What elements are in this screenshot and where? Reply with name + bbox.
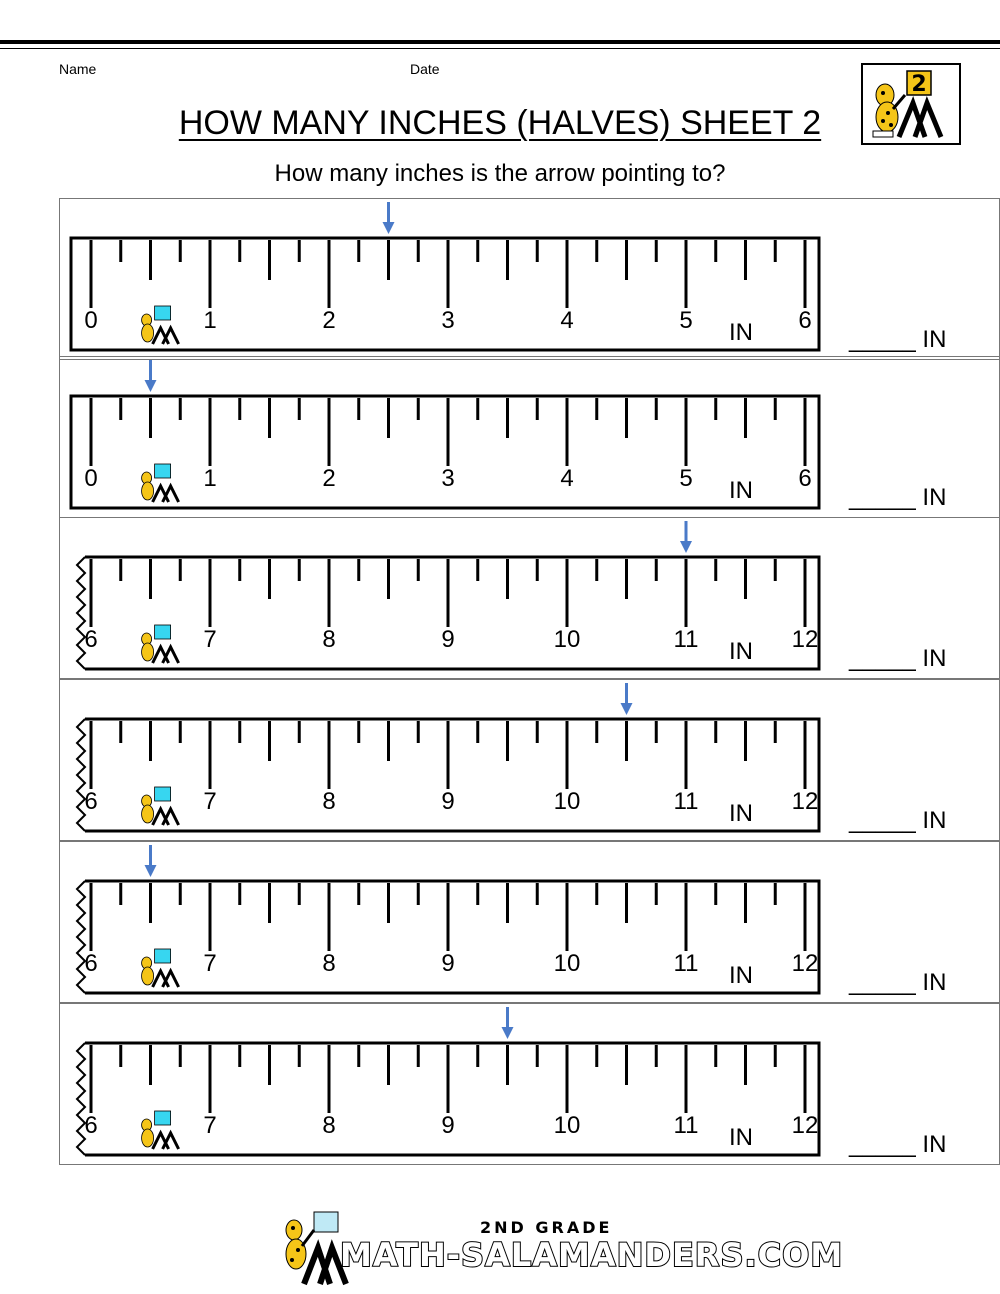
inch-label: 5 xyxy=(679,465,693,492)
inch-label: 6 xyxy=(84,626,98,653)
footer-site: MATH-SALAMANDERS.COM xyxy=(340,1236,844,1274)
inch-label: 0 xyxy=(84,307,98,334)
salamander-mini-icon xyxy=(142,1111,179,1149)
unit-label: IN xyxy=(729,477,753,504)
top-rule-thick xyxy=(0,40,1000,44)
inch-label: 12 xyxy=(791,950,819,977)
inch-label: 4 xyxy=(560,465,574,492)
inch-label: 4 xyxy=(560,307,574,334)
inch-label: 8 xyxy=(322,626,336,653)
inch-label: 6 xyxy=(798,465,812,492)
inch-label: 3 xyxy=(441,465,455,492)
inch-label: 8 xyxy=(322,788,336,815)
inch-label: 10 xyxy=(553,1112,581,1139)
inch-label: 12 xyxy=(791,788,819,815)
inch-label: 11 xyxy=(673,950,699,977)
inch-label: 10 xyxy=(553,950,581,977)
inch-label: 12 xyxy=(791,626,819,653)
page-title: HOW MANY INCHES (HALVES) SHEET 2 xyxy=(178,104,822,142)
footer-grade: 2ND GRADE xyxy=(480,1218,613,1237)
answer-blank[interactable]: _____ IN xyxy=(849,326,947,353)
inch-label: 6 xyxy=(84,950,98,977)
inch-label: 6 xyxy=(84,788,98,815)
inch-label: 11 xyxy=(673,788,699,815)
inch-label: 6 xyxy=(84,1112,98,1139)
unit-label: IN xyxy=(729,962,753,989)
inch-label: 1 xyxy=(203,307,217,334)
down-arrow-icon xyxy=(680,521,692,553)
salamander-mini-icon xyxy=(142,464,179,502)
salamander-mini-icon xyxy=(142,625,179,663)
inch-label: 8 xyxy=(322,950,336,977)
inch-label: 8 xyxy=(322,1112,336,1139)
inch-label: 2 xyxy=(322,307,336,334)
down-arrow-icon xyxy=(383,202,395,234)
down-arrow-icon xyxy=(145,845,157,877)
inch-label: 7 xyxy=(203,950,217,977)
inch-label: 7 xyxy=(203,1112,217,1139)
answer-blank[interactable]: _____ IN xyxy=(849,969,947,996)
date-label: Date xyxy=(410,61,440,77)
inch-label: 9 xyxy=(441,1112,455,1139)
salamander-mini-icon xyxy=(142,306,179,344)
inch-label: 7 xyxy=(203,626,217,653)
grade-badge: 2 xyxy=(911,72,927,97)
unit-label: IN xyxy=(729,1124,753,1151)
ruler-row xyxy=(59,198,1000,360)
inch-label: 2 xyxy=(322,465,336,492)
inch-label: 10 xyxy=(553,788,581,815)
inch-label: 6 xyxy=(798,307,812,334)
down-arrow-icon xyxy=(145,360,157,392)
name-label: Name xyxy=(59,61,97,77)
salamander-mini-icon xyxy=(142,949,179,987)
inch-label: 9 xyxy=(441,626,455,653)
instruction-text: How many inches is the arrow pointing to? xyxy=(274,160,726,187)
inch-label: 11 xyxy=(673,1112,699,1139)
down-arrow-icon xyxy=(621,683,633,715)
ruler-row xyxy=(59,1003,1000,1165)
inch-label: 9 xyxy=(441,950,455,977)
unit-label: IN xyxy=(729,638,753,665)
ruler-row xyxy=(59,679,1000,841)
answer-blank[interactable]: _____ IN xyxy=(849,645,947,672)
inch-label: 0 xyxy=(84,465,98,492)
answer-blank[interactable]: _____ IN xyxy=(849,807,947,834)
ruler-row xyxy=(59,356,1000,518)
ruler-row xyxy=(59,841,1000,1003)
answer-blank[interactable]: _____ IN xyxy=(849,1131,947,1158)
inch-label: 11 xyxy=(673,626,699,653)
inch-label: 9 xyxy=(441,788,455,815)
answer-blank[interactable]: _____ IN xyxy=(849,484,947,511)
inch-label: 7 xyxy=(203,788,217,815)
unit-label: IN xyxy=(729,800,753,827)
inch-label: 1 xyxy=(203,465,217,492)
down-arrow-icon xyxy=(502,1007,514,1039)
inch-label: 10 xyxy=(553,626,581,653)
ruler-row xyxy=(59,517,1000,679)
inch-label: 3 xyxy=(441,307,455,334)
top-rule-thin xyxy=(0,48,1000,49)
inch-label: 12 xyxy=(791,1112,819,1139)
unit-label: IN xyxy=(729,319,753,346)
salamander-mini-icon xyxy=(142,787,179,825)
inch-label: 5 xyxy=(679,307,693,334)
